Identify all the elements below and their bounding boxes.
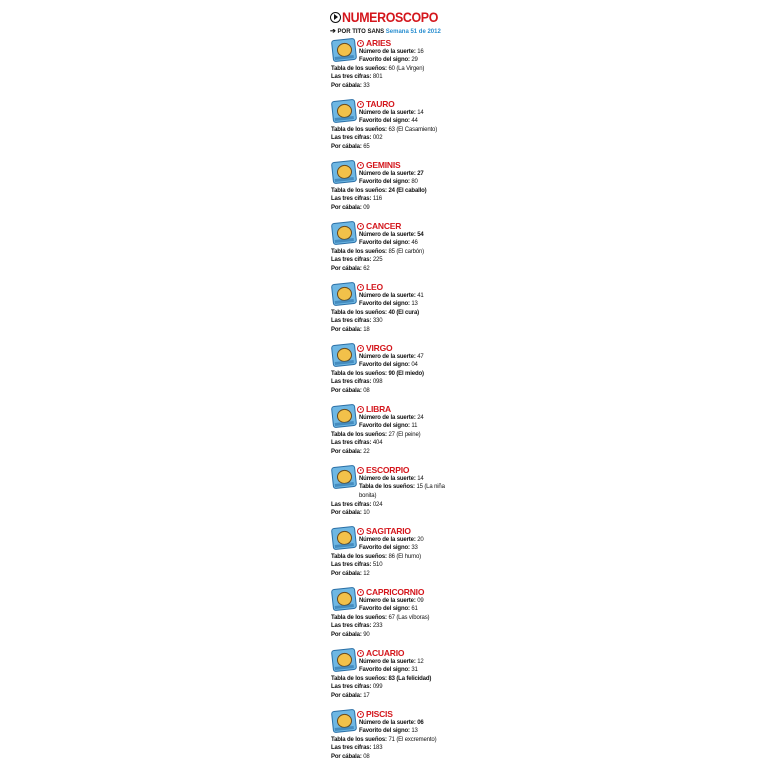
sign-name: ACUARIO (357, 648, 404, 658)
sign-leo (330, 281, 445, 342)
zodiac-geminis-icon (331, 160, 357, 184)
sign-capricornio (330, 586, 445, 647)
lucky-number: Número de la suerte: 09 (359, 597, 424, 604)
by-cabala: Por cábala: 12 (331, 570, 370, 577)
sign-favorite: Favorito del signo: 33 (359, 545, 418, 551)
byline-author: POR TITO SANS (337, 29, 385, 35)
three-digits: Las tres cifras: 510 (331, 562, 383, 568)
sign-favorite: Favorito del signo: 80 (359, 179, 418, 185)
three-digits: Las tres cifras: 225 (331, 257, 383, 263)
zodiac-capricornio-icon (331, 587, 357, 611)
sign-favorite: Favorito del signo: 61 (359, 606, 418, 612)
dream-table: Tabla de los sueños: 90 (El miedo) (331, 370, 424, 377)
three-digits: Las tres cifras: 404 (331, 440, 383, 446)
play-arrow-icon (357, 345, 364, 352)
play-arrow-icon (357, 40, 364, 47)
sign-name: ARIES (357, 38, 391, 48)
page-title: NUMEROSCOPO (342, 9, 439, 25)
by-cabala: Por cábala: 08 (331, 753, 370, 760)
lucky-number: Número de la suerte: 27 (359, 170, 424, 177)
sign-aries (330, 37, 445, 98)
zodiac-cancer-icon (331, 221, 357, 245)
dream-table: Tabla de los sueños: 86 (El humo) (331, 553, 421, 560)
three-digits: Las tres cifras: 183 (331, 745, 383, 751)
zodiac-aries-icon (331, 38, 357, 62)
dream-table: Tabla de los sueños: 83 (La felicidad) (331, 675, 432, 682)
sign-favorite: Favorito del signo: 04 (359, 362, 418, 368)
lucky-number: Número de la suerte: 20 (359, 536, 424, 543)
sign-name: GEMINIS (357, 160, 401, 170)
zodiac-piscis-icon (331, 709, 357, 733)
sign-libra (330, 403, 445, 464)
three-digits: Las tres cifras: 024 (331, 501, 383, 508)
zodiac-sagitario-icon (331, 526, 357, 550)
sign-tauro (330, 98, 445, 159)
lucky-number: Número de la suerte: 12 (359, 658, 424, 665)
lucky-number: Número de la suerte: 47 (359, 353, 424, 360)
play-arrow-icon (357, 467, 364, 474)
dream-table: Tabla de los sueños: 40 (El cura) (331, 309, 419, 316)
sign-name: VIRGO (357, 343, 392, 353)
sign-name: CAPRICORNIO (357, 587, 424, 597)
three-digits: Las tres cifras: 098 (331, 379, 383, 385)
sign-favorite: Favorito del signo: 44 (359, 118, 418, 124)
byline (330, 27, 445, 37)
three-digits: Las tres cifras: 099 (331, 684, 383, 690)
lucky-number: Número de la suerte: 24 (359, 414, 424, 421)
play-arrow-icon (357, 528, 364, 535)
title-row (330, 8, 445, 26)
dream-table: Tabla de los sueños: 60 (La Virgen) (331, 65, 425, 72)
arrow-right-icon: ➔ (330, 28, 336, 35)
play-arrow-icon (357, 223, 364, 230)
play-arrow-icon (357, 711, 364, 718)
sign-geminis (330, 159, 445, 220)
sign-acuario (330, 647, 445, 708)
by-cabala: Por cábala: 62 (331, 265, 370, 272)
dream-table: Tabla de los sueños: 85 (El carbón) (331, 248, 425, 255)
lucky-number: Número de la suerte: 54 (359, 231, 424, 238)
sign-name: ESCORPIO (357, 465, 409, 475)
three-digits: Las tres cifras: 801 (331, 74, 383, 80)
by-cabala: Por cábala: 17 (331, 692, 370, 699)
dream-table: Tabla de los sueños: 67 (Las víboras) (331, 614, 430, 621)
sign-name: PISCIS (357, 709, 393, 719)
zodiac-libra-icon (331, 404, 357, 428)
sign-favorite: Favorito del signo: 13 (359, 728, 418, 734)
play-arrow-icon (330, 12, 341, 23)
three-digits: Las tres cifras: 002 (331, 135, 383, 141)
sign-escorpio (330, 464, 445, 525)
zodiac-tauro-icon (331, 99, 357, 123)
signs-list (330, 37, 445, 769)
by-cabala: Por cábala: 90 (331, 631, 370, 638)
by-cabala: Por cábala: 22 (331, 448, 370, 455)
zodiac-acuario-icon (331, 648, 357, 672)
dream-table: Tabla de los sueños: 71 (El excremento) (331, 736, 437, 743)
sign-cancer (330, 220, 445, 281)
play-arrow-icon (357, 284, 364, 291)
dream-table: Tabla de los sueños: 24 (El caballo) (331, 187, 427, 194)
play-arrow-icon (357, 589, 364, 596)
play-arrow-icon (357, 162, 364, 169)
by-cabala: Por cábala: 18 (331, 326, 370, 333)
sign-favorite: Favorito del signo: 29 (359, 57, 418, 63)
by-cabala: Por cábala: 33 (331, 82, 370, 89)
zodiac-leo-icon (331, 282, 357, 306)
dream-table: Tabla de los sueños: 15 (La niña bonita) (359, 484, 445, 499)
sign-favorite: Favorito del signo: 13 (359, 301, 418, 307)
play-arrow-icon (357, 101, 364, 108)
by-cabala: Por cábala: 08 (331, 387, 370, 394)
sign-sagitario (330, 525, 445, 586)
lucky-number: Número de la suerte: 41 (359, 292, 424, 299)
dream-table: Tabla de los sueños: 63 (El Casamiento) (331, 126, 438, 133)
three-digits: Las tres cifras: 233 (331, 623, 383, 629)
dream-table: Tabla de los sueños: 27 (El peine) (331, 431, 421, 438)
sign-favorite: Favorito del signo: 31 (359, 667, 418, 673)
sign-name: CANCER (357, 221, 401, 231)
sign-favorite: Favorito del signo: 11 (359, 423, 418, 429)
sign-name: SAGITARIO (357, 526, 411, 536)
lucky-number: Número de la suerte: 06 (359, 719, 424, 726)
numeroscopo-column (330, 8, 445, 769)
sign-name: LIBRA (357, 404, 391, 414)
lucky-number: Número de la suerte: 14 (359, 475, 424, 482)
sign-piscis (330, 708, 445, 769)
sign-name: LEO (357, 282, 383, 292)
sign-virgo (330, 342, 445, 403)
three-digits: Las tres cifras: 116 (331, 196, 382, 202)
by-cabala: Por cábala: 10 (331, 510, 370, 516)
play-arrow-icon (357, 406, 364, 413)
zodiac-virgo-icon (331, 343, 357, 367)
play-arrow-icon (357, 650, 364, 657)
by-cabala: Por cábala: 09 (331, 204, 370, 211)
zodiac-escorpio-icon (331, 465, 357, 489)
sign-name: TAURO (357, 99, 395, 109)
by-cabala: Por cábala: 65 (331, 143, 370, 150)
lucky-number: Número de la suerte: 14 (359, 109, 424, 116)
lucky-number: Número de la suerte: 16 (359, 48, 424, 55)
three-digits: Las tres cifras: 330 (331, 318, 383, 324)
sign-favorite: Favorito del signo: 46 (359, 240, 418, 246)
byline-week: Semana 51 de 2012 (385, 29, 441, 35)
